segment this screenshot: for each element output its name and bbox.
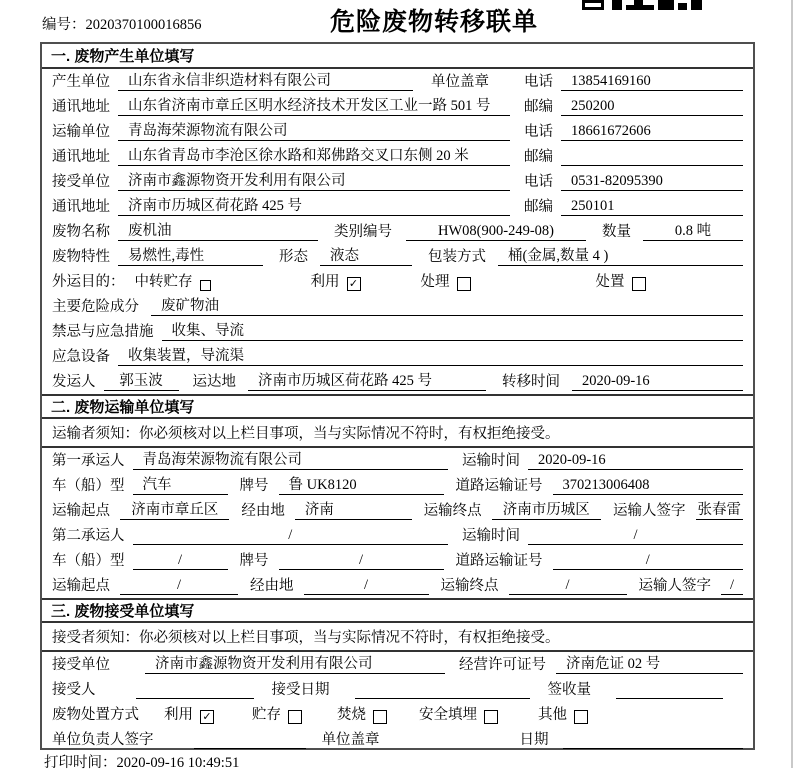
addr1-label: 通讯地址 — [52, 99, 110, 115]
origin1-value: 济南市章丘区 — [120, 502, 229, 520]
date-value — [563, 732, 744, 749]
disposal-option-reuse: 利用 — [164, 707, 193, 723]
packing-value: 桶(金属,数量 4 ) — [498, 248, 743, 266]
row-taboo-measures — [42, 319, 753, 344]
transfer-time-label: 转移时间 — [502, 374, 560, 390]
transporter-value: 青岛海荣源物流有限公司 — [118, 123, 510, 141]
print-time-label: 打印时间： — [44, 755, 117, 771]
checkbox-reuse: ✓ — [347, 277, 361, 291]
addr3-label: 通讯地址 — [52, 199, 110, 215]
zip1-value: 250200 — [561, 98, 743, 116]
vehicle2-label: 车（船）型 — [52, 553, 125, 569]
unit-seal-label: 单位盖章 — [321, 732, 380, 748]
addr1-value: 山东省济南市章丘区明水经济技术开发区工业一路 501 号 — [118, 98, 510, 116]
purpose-option-treat: 处理 — [420, 274, 450, 290]
origin1-label: 运输起点 — [52, 503, 110, 519]
dest-label: 运达地 — [192, 374, 236, 390]
acceptor-value — [136, 682, 254, 699]
end1-label: 运输终点 — [423, 503, 482, 519]
end2-label: 运输终点 — [440, 578, 499, 594]
license-value: 济南危证 02 号 — [556, 656, 743, 674]
character-value: 易燃性,毒性 — [118, 248, 263, 266]
producer-value: 山东省永信非织造材料有限公司 — [118, 73, 413, 91]
seal-label: 单位盖章 — [431, 74, 489, 90]
zip3-value: 250101 — [561, 198, 743, 216]
row-receiver-address — [42, 194, 753, 219]
road1-label: 道路运输证号 — [455, 478, 543, 494]
row-transporter — [42, 119, 753, 144]
addr2-value: 山东省青岛市李沧区徐水路和郑佛路交叉口东侧 20 米 — [118, 148, 510, 166]
print-time-value: 2020-09-16 10:49:51 — [116, 755, 240, 771]
origin2-label: 运输起点 — [52, 578, 110, 594]
license-label: 经营许可证号 — [459, 657, 546, 673]
responsible-sign-value — [194, 732, 306, 749]
carrier1-value: 青岛海荣源物流有限公司 — [133, 452, 449, 470]
row-waste-character — [42, 244, 753, 269]
row-shipper — [42, 369, 753, 394]
purpose-label: 外运目的： — [52, 274, 125, 290]
quantity-value: 0.8 吨 — [643, 223, 743, 241]
vehicle1-label: 车（船）型 — [52, 478, 125, 494]
checkbox-disposal-storage — [288, 710, 302, 724]
row-accept-unit — [42, 652, 753, 677]
acceptor-label: 接受人 — [52, 682, 96, 698]
zip3-label: 邮编 — [524, 199, 553, 215]
plate1-value: 鲁 UK8120 — [279, 477, 444, 495]
page-edge-divider — [791, 0, 793, 768]
phone2-value: 18661672606 — [561, 123, 743, 141]
row-route2 — [42, 573, 753, 598]
row-vehicle1 — [42, 473, 753, 498]
time2-label: 运输时间 — [462, 528, 520, 544]
qr-code-fragment — [582, 0, 702, 11]
via1-value: 济南 — [295, 502, 412, 520]
plate2-label: 牌号 — [239, 553, 269, 569]
row-vehicle2 — [42, 548, 753, 573]
form-label: 形态 — [279, 249, 308, 265]
time2-value: / — [528, 527, 743, 545]
quantity-label: 数量 — [602, 224, 631, 240]
page-title: 危险废物转移联单 — [330, 9, 539, 36]
disposal-option-incinerate: 焚烧 — [337, 707, 366, 723]
responsible-sign-label: 单位负责人签字 — [52, 732, 154, 748]
row-carrier1 — [42, 448, 753, 473]
end1-value: 济南市历城区 — [492, 502, 601, 520]
checkbox-disposal-incinerate — [373, 710, 387, 724]
plate2-value: / — [279, 552, 444, 570]
carrier1-label: 第一承运人 — [52, 453, 125, 469]
row-receiver — [42, 169, 753, 194]
road1-value: 370213006408 — [553, 477, 744, 495]
equipment-value: 收集装置，导流渠 — [118, 348, 743, 366]
row-producer — [42, 69, 753, 94]
time1-label: 运输时间 — [462, 453, 520, 469]
sign1-label: 运输人签字 — [613, 503, 686, 519]
row-responsible-sign — [42, 727, 753, 752]
category-label: 类别编号 — [334, 224, 392, 240]
purpose-option-dispose: 处置 — [595, 274, 625, 290]
phone1-label: 电话 — [524, 74, 553, 90]
shipper-label: 发运人 — [52, 374, 96, 390]
row-acceptor — [42, 677, 753, 702]
disposal-option-storage: 贮存 — [252, 707, 281, 723]
waste-name-label: 废物名称 — [52, 224, 110, 240]
disposal-option-other: 其他 — [538, 707, 567, 723]
via1-label: 经由地 — [241, 503, 285, 519]
section1-header: 一. 废物产生单位填写 — [42, 44, 753, 69]
checkbox-dispose — [632, 277, 646, 291]
phone3-label: 电话 — [524, 174, 553, 190]
time1-value: 2020-09-16 — [528, 452, 743, 470]
form-value: 液态 — [320, 248, 412, 266]
row-emergency-equipment — [42, 344, 753, 369]
zip1-label: 邮编 — [524, 99, 553, 115]
addr2-label: 通讯地址 — [52, 149, 110, 165]
phone3-value: 0531-82095390 — [561, 173, 743, 191]
carrier2-value: / — [133, 527, 449, 545]
sign2-label: 运输人签字 — [638, 578, 711, 594]
via2-label: 经由地 — [250, 578, 294, 594]
category-value: HW08(900-249-08) — [406, 223, 586, 241]
row-transport-purpose — [42, 269, 753, 294]
serial-value: 2020370100016856 — [85, 17, 202, 33]
print-time — [44, 751, 239, 772]
checkbox-transfer-storage — [200, 280, 211, 291]
section3-header: 三. 废物接受单位填写 — [42, 598, 753, 623]
accept-unit-label: 接受单位 — [52, 657, 110, 673]
receiver-label: 接受单位 — [52, 174, 110, 190]
packing-label: 包装方式 — [428, 249, 486, 265]
disposal-label: 废物处置方式 — [52, 707, 139, 723]
row-carrier2 — [42, 523, 753, 548]
road2-value: / — [553, 552, 744, 570]
section3-notice: 接受者须知：你必须核对以上栏目事项，当与实际情况不符时，有权拒绝接受。 — [42, 623, 753, 652]
received-qty-value — [616, 682, 723, 699]
purpose-option-transfer-storage: 中转贮存 — [134, 274, 193, 290]
sign2-value: / — [721, 577, 743, 595]
accept-date-label: 接受日期 — [271, 682, 330, 698]
plate1-label: 牌号 — [239, 478, 269, 494]
shipper-value: 郭玉波 — [104, 373, 179, 391]
checkbox-disposal-reuse: ✓ — [200, 710, 214, 724]
hazard-label: 主要危险成分 — [52, 299, 139, 315]
character-label: 废物特性 — [52, 249, 110, 265]
checkbox-disposal-landfill — [484, 710, 498, 724]
taboo-value: 收集、导流 — [162, 323, 744, 341]
section2-header: 二. 废物运输单位填写 — [42, 394, 753, 419]
carrier2-label: 第二承运人 — [52, 528, 125, 544]
phone1-value: 13854169160 — [561, 73, 743, 91]
accept-unit-value: 济南市鑫源物资开发利用有限公司 — [145, 656, 445, 674]
form-serial-number — [42, 13, 202, 34]
vehicle1-value: 汽车 — [133, 477, 228, 495]
row-waste-name — [42, 219, 753, 244]
equipment-label: 应急设备 — [52, 349, 110, 365]
addr3-value: 济南市历城区荷花路 425 号 — [118, 198, 510, 216]
end2-value: / — [509, 577, 627, 595]
transfer-time-value: 2020-09-16 — [572, 373, 743, 391]
transporter-label: 运输单位 — [52, 124, 110, 140]
purpose-option-reuse: 利用 — [310, 274, 340, 290]
serial-label: 编号： — [42, 17, 86, 33]
sign1-value: 张春雷 — [697, 502, 741, 518]
received-qty-label: 签收量 — [547, 682, 591, 698]
origin2-value: / — [120, 577, 238, 595]
zip2-value — [561, 149, 743, 166]
dest-value: 济南市历城区荷花路 425 号 — [248, 373, 486, 391]
zip2-label: 邮编 — [524, 149, 553, 165]
row-disposal-method — [42, 702, 753, 727]
row-hazard-component — [42, 294, 753, 319]
row-producer-address — [42, 94, 753, 119]
hazard-value: 废矿物油 — [151, 298, 743, 316]
producer-label: 产生单位 — [52, 74, 110, 90]
date-label: 日期 — [519, 732, 549, 748]
disposal-option-landfill: 安全填埋 — [419, 707, 477, 723]
vehicle2-value: / — [133, 552, 228, 570]
accept-date-value — [355, 682, 530, 699]
via2-value: / — [304, 577, 429, 595]
road2-label: 道路运输证号 — [455, 553, 543, 569]
section2-notice: 运输者须知：你必须核对以上栏目事项，当与实际情况不符时，有权拒绝接受。 — [42, 419, 753, 448]
taboo-label: 禁忌与应急措施 — [52, 324, 154, 340]
row-route1 — [42, 498, 753, 523]
row-transporter-address — [42, 144, 753, 169]
transfer-form-table — [40, 42, 755, 750]
checkbox-disposal-other — [574, 710, 588, 724]
receiver-value: 济南市鑫源物资开发利用有限公司 — [118, 173, 510, 191]
waste-name-value: 废机油 — [118, 223, 318, 241]
checkbox-treat — [457, 277, 471, 291]
phone2-label: 电话 — [524, 124, 553, 140]
